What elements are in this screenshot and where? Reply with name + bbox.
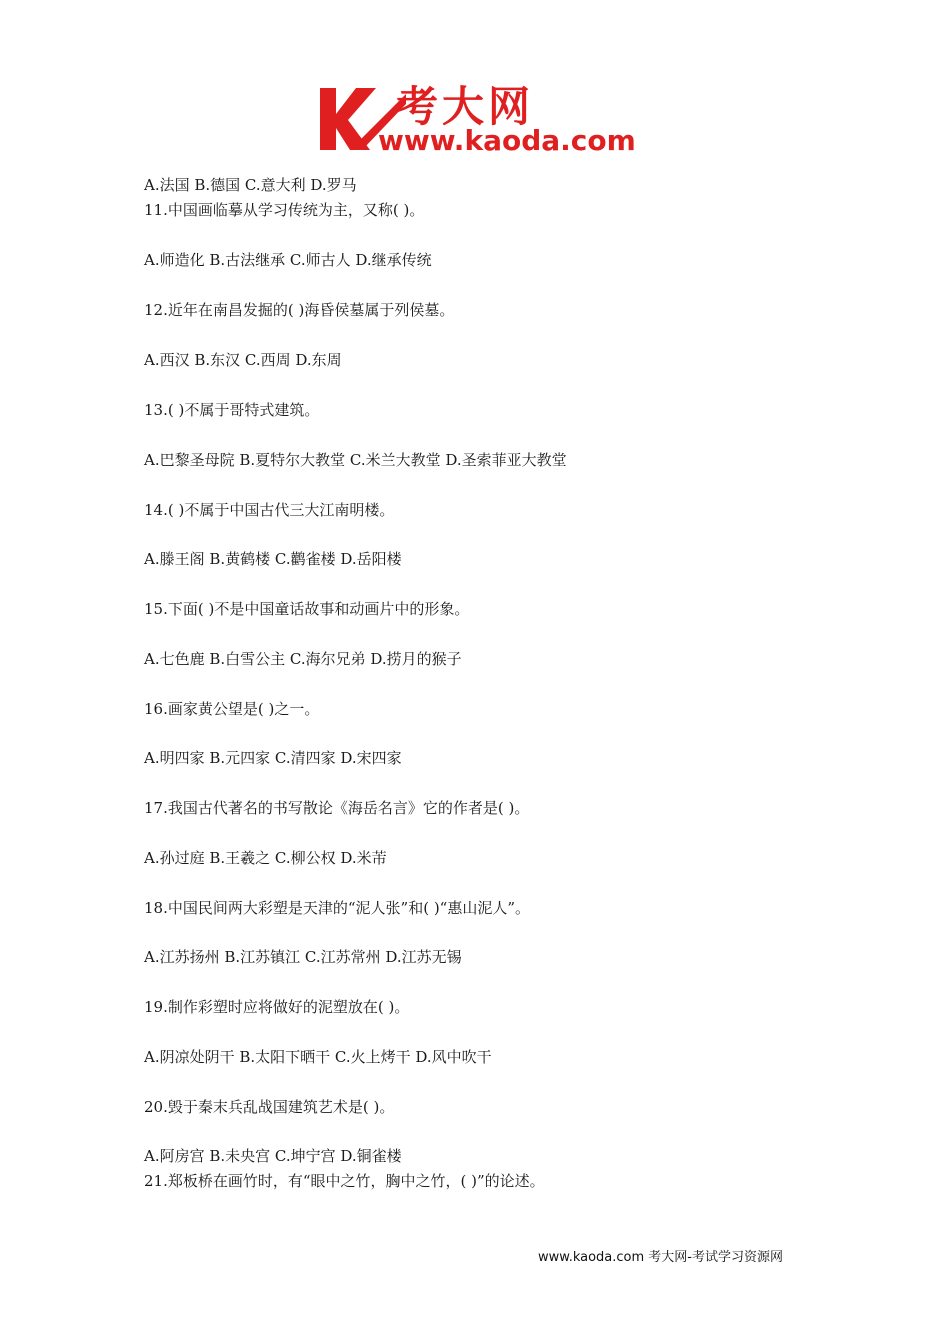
answer-options-15: A.七色鹿 B.白雪公主 C.海尔兄弟 D.捞月的猴子: [144, 650, 462, 668]
answer-options-11: A.师造化 B.古法继承 C.师古人 D.继承传统: [144, 251, 432, 269]
answer-options-20: A.阿房宫 B.未央宫 C.坤宁宫 D.铜雀楼: [144, 1147, 402, 1165]
page-footer: www.kaoda.com 考大网-考试学习资源网: [538, 1250, 783, 1265]
question-21: 21.郑板桥在画竹时，有“眼中之竹，胸中之竹，( )”的论述。: [144, 1172, 545, 1190]
question-12: 12.近年在南昌发掘的( )海昏侯墓属于列侯墓。: [144, 301, 455, 319]
brand-name-cn: 考大网: [396, 82, 535, 131]
answer-options-16: A.明四家 B.元四家 C.清四家 D.宋四家: [144, 749, 402, 767]
question-18: 18.中国民间两大彩塑是天津的“泥人张”和( )“惠山泥人”。: [144, 899, 531, 917]
question-15: 15.下面( )不是中国童话故事和动画片中的形象。: [144, 600, 470, 618]
answer-options-10: A.法国 B.德国 C.意大利 D.罗马: [144, 176, 357, 194]
answer-options-17: A.孙过庭 B.王羲之 C.柳公权 D.米芾: [144, 849, 387, 867]
brand-url: www.kaoda.com: [378, 124, 636, 157]
question-16: 16.画家黄公望是( )之一。: [144, 700, 320, 718]
answer-options-14: A.滕王阁 B.黄鹤楼 C.鹳雀楼 D.岳阳楼: [144, 550, 402, 568]
question-19: 19.制作彩塑时应将做好的泥塑放在( )。: [144, 998, 410, 1016]
question-20: 20.毁于秦末兵乱战国建筑艺术是( )。: [144, 1098, 395, 1116]
answer-options-18: A.江苏扬州 B.江苏镇江 C.江苏常州 D.江苏无锡: [144, 948, 462, 966]
answer-options-19: A.阴凉处阴干 B.太阳下晒干 C.火上烤干 D.风中吹干: [144, 1048, 492, 1066]
question-14: 14.( )不属于中国古代三大江南明楼。: [144, 501, 395, 519]
answer-options-13: A.巴黎圣母院 B.夏特尔大教堂 C.米兰大教堂 D.圣索菲亚大教堂: [144, 451, 567, 469]
answer-options-12: A.西汉 B.东汉 C.西周 D.东周: [144, 351, 342, 369]
question-17: 17.我国古代著名的书写散论《海岳名言》它的作者是( )。: [144, 799, 530, 817]
question-13: 13.( )不属于哥特式建筑。: [144, 401, 320, 419]
question-11: 11.中国画临摹从学习传统为主，又称( )。: [144, 201, 425, 219]
kaoda-logo: [318, 80, 638, 160]
